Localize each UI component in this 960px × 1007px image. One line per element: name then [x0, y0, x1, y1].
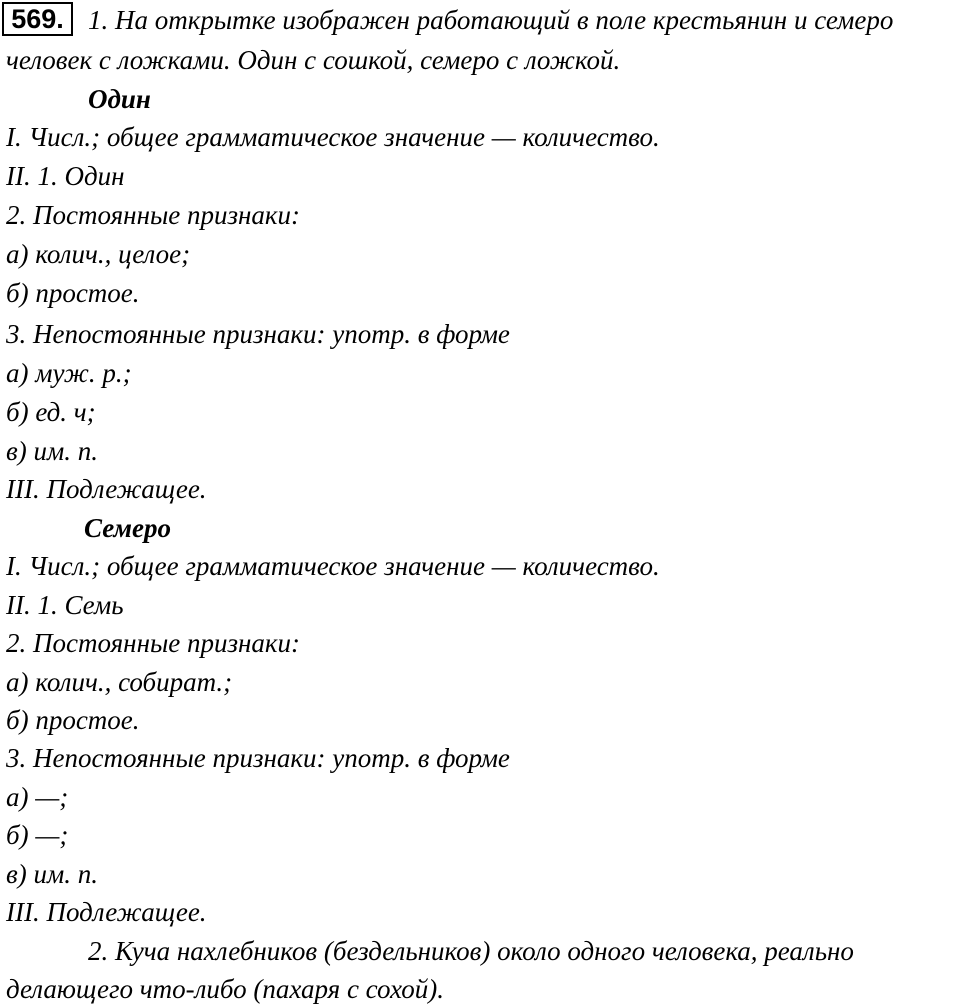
semero-line-2: II. 1. Семь [6, 590, 124, 620]
semero-line-4: а) колич., собират.; [6, 667, 233, 697]
odin-line-7: а) муж. р.; [6, 358, 132, 388]
odin-line-8: б) ед. ч; [6, 397, 96, 427]
semero-line-7: а) —; [6, 782, 69, 812]
semero-line-10: III. Подлежащее. [6, 897, 207, 927]
semero-line-1: I. Числ.; общее грамматическое значение — количество. [6, 551, 660, 581]
odin-line-2: II. 1. Один [6, 161, 125, 191]
semero-line-9: в) им. п. [6, 859, 98, 889]
odin-line-9: в) им. п. [6, 436, 98, 466]
task-number-box: 569. [2, 2, 73, 36]
odin-line-1: I. Числ.; общее грамматическое значение — количество. [6, 122, 660, 152]
conclusion-line-1: 2. Куча нахлебников (бездельников) около одного человека, реально [88, 936, 854, 966]
odin-line-4: а) колич., целое; [6, 239, 191, 269]
semero-line-8: б) —; [6, 820, 69, 850]
semero-line-3: 2. Постоянные признаки: [6, 628, 301, 658]
intro-line-2: человек с ложками. Один с сошкой, семеро с ложкой. [6, 45, 621, 75]
odin-line-10: III. Подлежащее. [6, 474, 207, 504]
conclusion-line-2: делающего что-либо (пахаря с сохой). [6, 974, 444, 1004]
odin-line-6: 3. Непостоянные признаки: употр. в форме [6, 319, 510, 349]
intro-line-1: 1. На открытке изображен работающий в поле крестьянин и семеро [88, 5, 894, 35]
odin-line-3: 2. Постоянные признаки: [6, 200, 301, 230]
semero-line-6: 3. Непостоянные признаки: употр. в форме [6, 743, 510, 773]
odin-line-5: б) простое. [6, 278, 140, 308]
semero-line-5: б) простое. [6, 705, 140, 735]
heading-semero: Семеро [84, 513, 171, 543]
heading-odin: Один [88, 84, 151, 114]
